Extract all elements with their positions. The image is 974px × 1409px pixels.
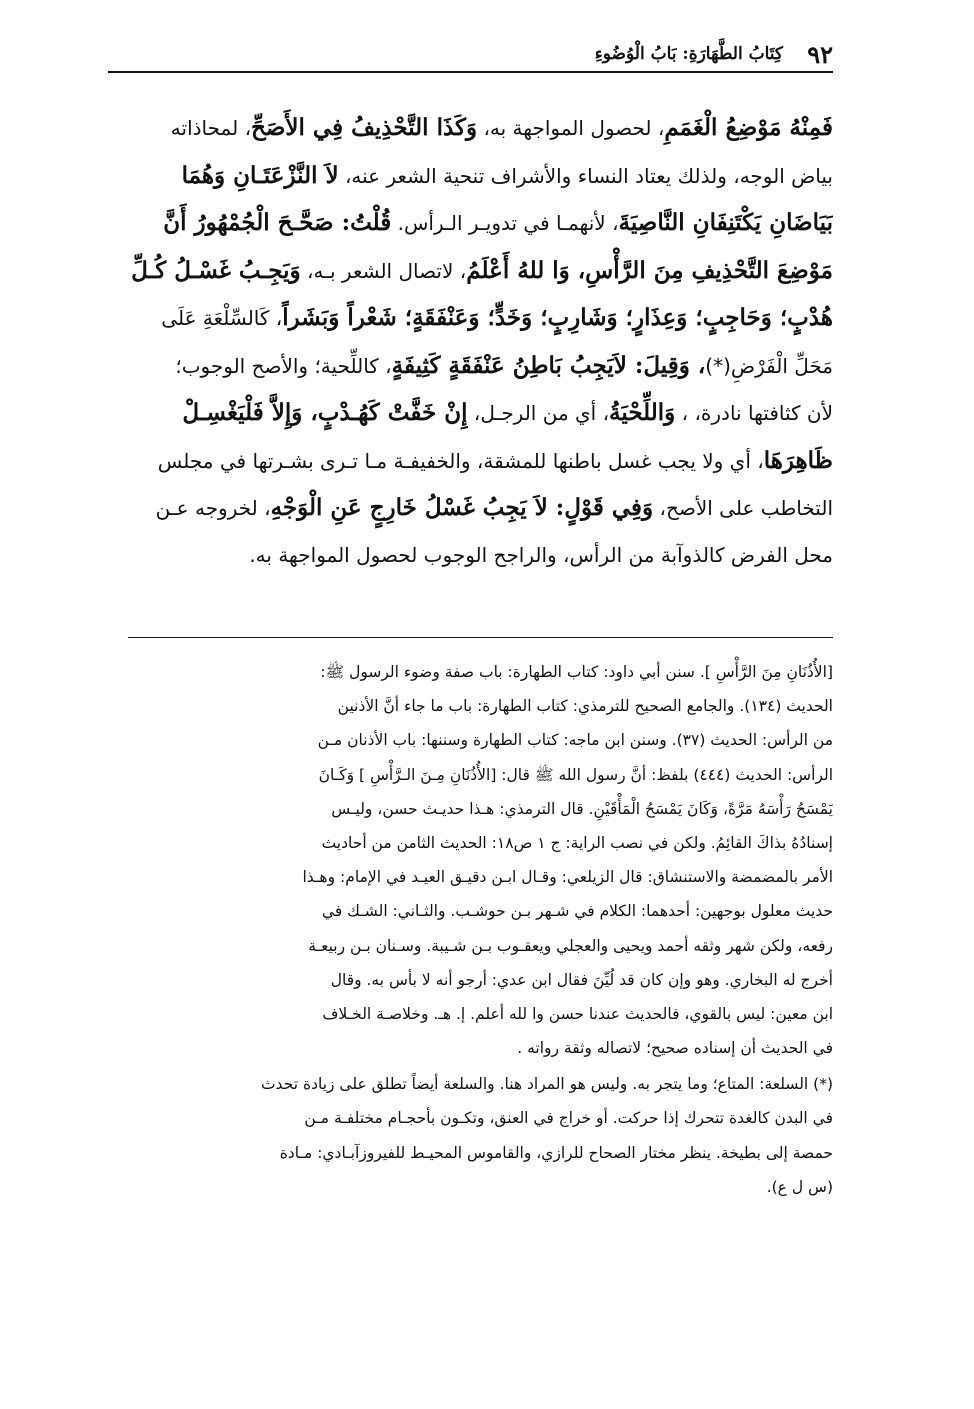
footnote-separator: [128, 637, 833, 638]
matn-text: ظَاهِرَهَا: [763, 446, 833, 474]
commentary-text: ، لمحاذاته: [170, 116, 252, 140]
matn-text: وَفِي قَوْلٍ: لاَ يَجِبُ غَسْلُ خَارِجٍ عَنِ الْوَجْهِ: [270, 494, 654, 521]
footnote-line: الحديث (١٣٤). والجامع الصحيح للترمذي: كتاب الطهارة: باب ما جاء أنَّ الأذنين: [337, 697, 833, 716]
commentary-text: التخاطب على الأصح،: [653, 496, 833, 520]
main-text-line: [128, 104, 833, 152]
matn-text: ، وَقِيلَ: لاَيَجِبُ بَاطِنُ عَنْفَقَةٍ كَثِيفَةٍ: [391, 351, 706, 379]
footnote-line: ابن معين: ليس بالقوي، فالحديث عندنا حسن وا لله أعلم. إ. هـ. وخلاصـة الخـلاف: [322, 1004, 833, 1023]
footnote-line: (س ل ع).: [766, 1177, 833, 1196]
commentary-text: بياض الوجه، ولذلك يعتاد النساء والأشراف تنحية الشعر عنه،: [338, 163, 833, 188]
footnote-hadith: [128, 655, 833, 1065]
main-text-line: [128, 152, 833, 200]
main-text-line: [128, 294, 833, 342]
page-header: [108, 38, 833, 78]
footnote-line: [الأُذُنَانِ مِنَ الرَّأْسِ ]. سنن أبي داود: كتاب الطهارة: باب صفة وضوء الرسول ﷺ:: [320, 663, 833, 681]
footnote-line: يَمْسَحُ رَأْسَهُ مَرَّةً، وَكَانَ يَمْسَحُ الْمَأْقَيْنِ. قال الترمذي: هـذا حديـث حسن، وليـس: [331, 799, 833, 818]
commentary-text: ، لاتصال الشعر بـه،: [300, 258, 467, 283]
footnote-sila: [128, 1067, 833, 1204]
main-text-line: [128, 484, 833, 532]
commentary-text: ، كَالسِّلْعَةِ عَلَى: [161, 306, 283, 330]
main-text-line: [128, 342, 833, 390]
footnotes: [128, 655, 833, 1204]
commentary-text: ، أي من الرجـل،: [467, 401, 610, 425]
commentary-text: مَحَلِّ الْفَرْضِ(*): [705, 353, 833, 378]
matn-text: وَيَجِـبُ غَسْـلُ كُـلِّ: [131, 256, 301, 284]
commentary-text: ، لأنهمـا في تدويـر الـرأس.: [391, 211, 619, 235]
footnote-line: رفعه، ولكن شهر وثقه أحمد ويحيى والعجلي ويعقـوب بـن شـيبة. وسـنان بـن ربيعـة: [308, 936, 833, 955]
footnote-line: أخرج له البخاري. وهو وإن كان قد لُيِّنَ فقال ابن عدي: أرجو أنه لا بأس به. وقال: [330, 970, 833, 989]
running-title: كِتَابُ الطَّهَارَةِ: بَابُ الْوُضُوءِ: [594, 44, 783, 64]
footnote-line: من الرأس: الحديث (٣٧). وسنن ابن ماجه: كتاب الطهارة وسننها: باب الأذنان مـن: [317, 731, 833, 750]
footnote-line: (*) السلعة: المتاع؛ وما يتجر به. وليس هو المراد هنا. والسلعة أيضاً تطلق على زيادة تحدث: [260, 1075, 833, 1094]
main-text-line: [128, 389, 833, 437]
page-number: ٩٢: [807, 40, 833, 69]
header-rule: [108, 71, 833, 73]
commentary-text: ، لخروجه عـن: [155, 496, 271, 520]
matn-text: وَكَذَا التَّحْذِيفُ فِي الأَصَحِّ: [251, 114, 478, 141]
footnote-line: في البدن كالغدة تتحرك إذا حركت. أو خراج في العنق، وتكـون بأحجـام مختلفـة مـن: [304, 1109, 833, 1128]
matn-text: مَوْضِعَ التَّحْذِيفِ مِنَ الرَّأْسِ، وَا للهُ أَعْلَمُ: [466, 256, 833, 284]
main-text-line: [128, 199, 833, 247]
matn-text: قُلْتُ: صَحَّـحَ الْجُمْهُورُ أَنَّ: [163, 209, 392, 236]
commentary-text: ، أي ولا يجب غسل باطنها للمشقة، والخفيفـة مـا تـرى بشـرتها في مجلس: [157, 448, 764, 473]
footnote-line: في الحديث أن إسناده صحيح؛ لاتصاله وثقة رواته .: [517, 1039, 833, 1058]
footnote-line: حديث معلول بوجهين: أحدهما: الكلام في شـهر بـن حوشـب. والثـاني: الشـك في: [321, 902, 833, 921]
matn-text: هُدْبٍ؛ وَحَاجِبٍ؛ وَعِذَارٍ؛ وَشَارِبٍ؛ وَخَدٍّ؛ وَعَنْفَقَةٍ؛ شَعْراً وَبَشَراً: [282, 304, 833, 331]
footnote-line: إسنادُهُ بذاكَ القائِمُ. ولكن في نصب الراية: ج ١ ص١٨: الحديث الثامن من أحاديث: [321, 833, 833, 852]
commentary-text: لأن كثافتها نادرة، ،: [675, 401, 833, 425]
commentary-text: ، لحصول المواجهة به،: [477, 116, 665, 140]
commentary-text: ، كاللِّحية؛ والأصح الوجوب؛: [175, 353, 392, 378]
footnote-line: حمصة إلى بطيخة. ينظر مختار الصحاح للرازي، والقاموس المحيـط للفيروزآبـادي: مـادة: [279, 1143, 833, 1162]
matn-text: بَيَاضَانِ يَكْتَنِفَانِ النَّاصِيَةَ: [618, 209, 833, 236]
matn-text: وَاللِّحْيَةُ: [609, 399, 676, 426]
main-text-line: [128, 532, 833, 580]
matn-text: لاَ النَّزْعَتَـانِ وَهُمَا: [181, 161, 339, 189]
matn-text: فَمِنْهُ مَوْضِعُ الْغَمَمِ: [664, 114, 833, 141]
matn-text: إِنْ خَفَّتْ كَهُـدْبٍ، وَإِلاَّ فَلْيَغْسِـلْ: [182, 399, 468, 426]
footnote-line: الرأس: الحديث (٤٤٤) بلفظ: أنَّ رسول الله ﷺ قال: [الأُذُنَانِ مِـنَ الـرَّأْسِ ] وَكَـانَ: [318, 765, 833, 784]
main-text: [128, 104, 833, 579]
footnote-line: الأمر بالمضمضة والاستنشاق: قال الزيلعي: وقـال ابـن دقيـق العيـد في الإمام: وهـذا: [302, 868, 833, 887]
main-text-line: [128, 247, 833, 295]
commentary-text: محل الفرض كالذوآبة من الرأس، والراجح الوجوب لحصول المواجهة به.: [249, 542, 833, 567]
main-text-line: [128, 437, 833, 485]
